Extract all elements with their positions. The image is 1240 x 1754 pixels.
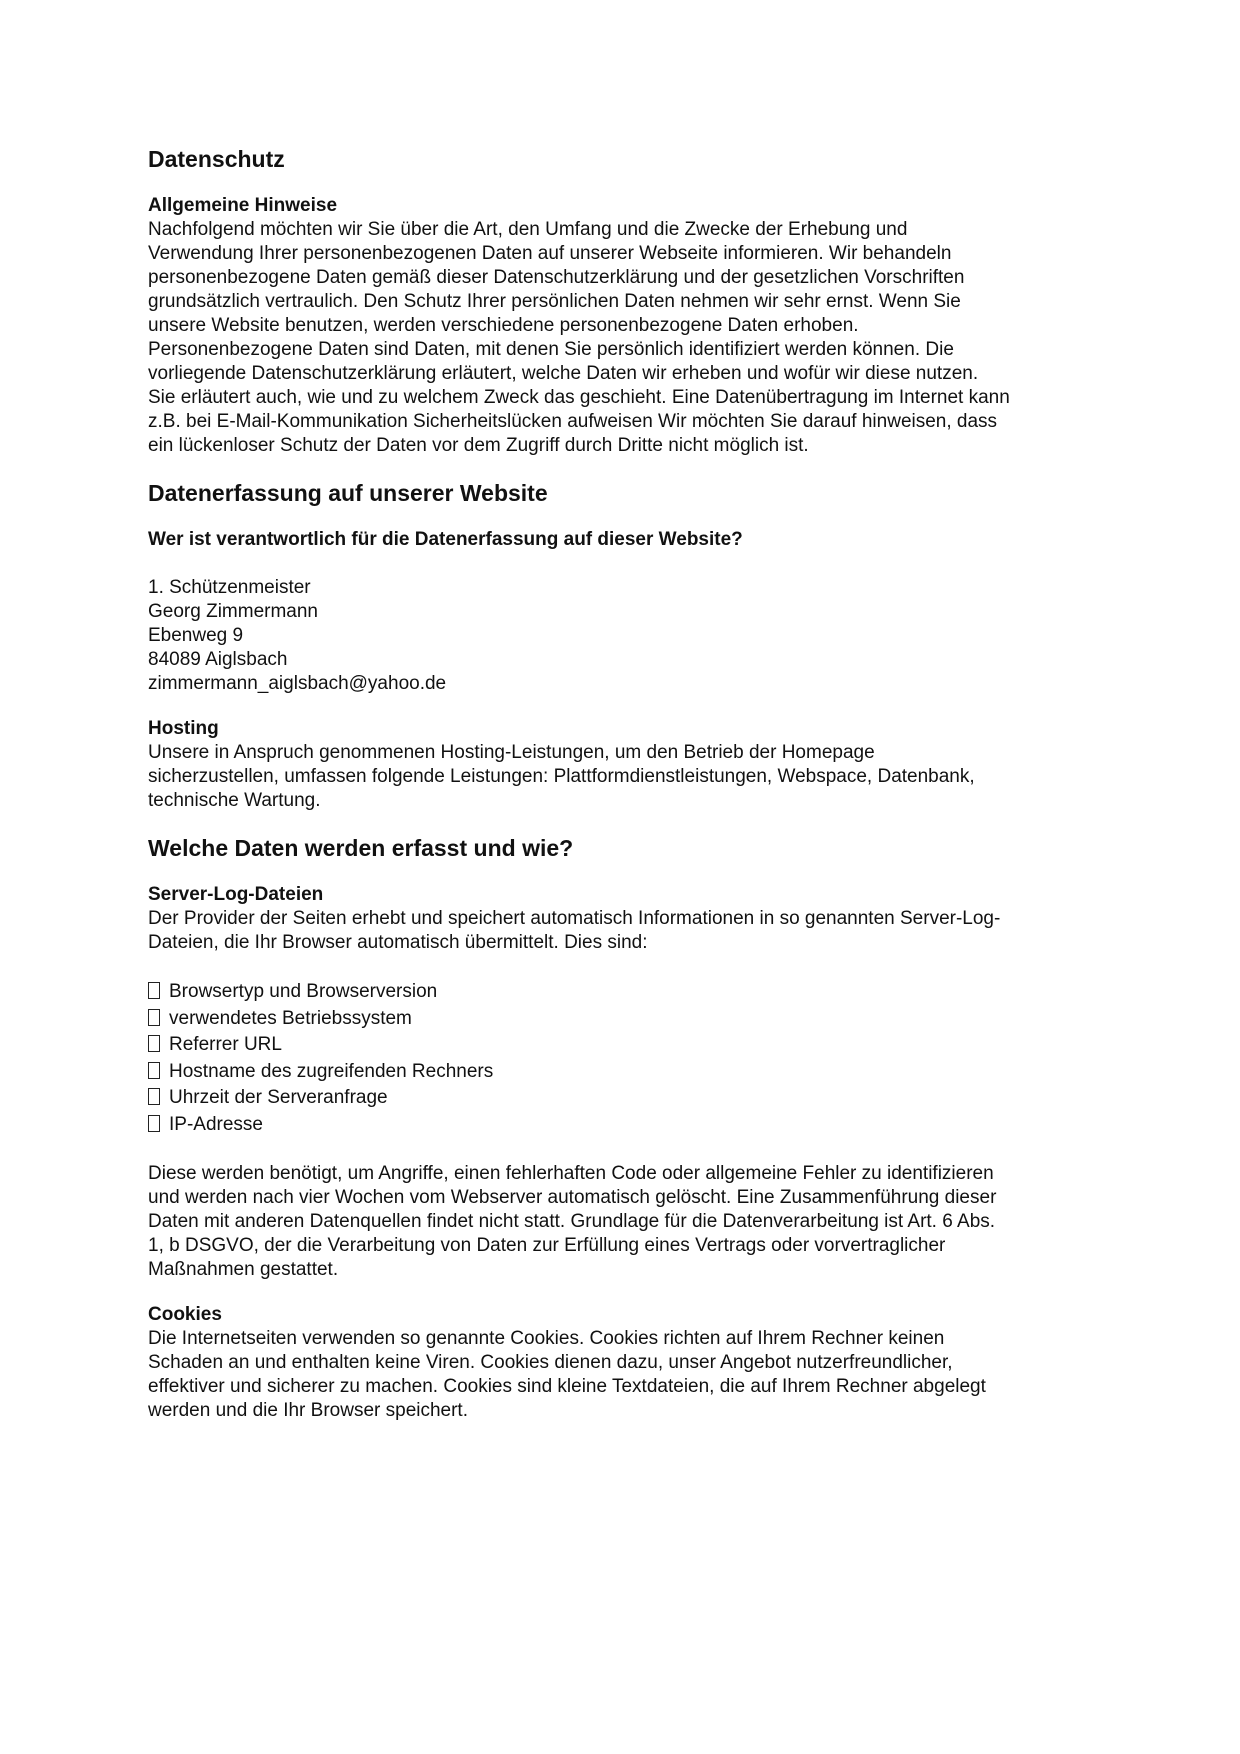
bullet-box-icon — [148, 1035, 160, 1052]
server-log-intro: Der Provider der Seiten erhebt und speichert automatisch Informationen in so genannten Server-Log- Dateien, die Ihr Browser automatisch übermittelt. Dies sind: — [148, 908, 1001, 953]
server-log-heading: Server-Log-Dateien — [148, 884, 324, 905]
hosting-text: Unsere in Anspruch genommenen Hosting-Leistungen, um den Betrieb der Homepage sicherzustellen, umfassen folgende Leistungen: Plattformdienstleistungen, Webspace, Datenbank, technische Wartung. — [148, 742, 975, 811]
contact-email: zimmermann_aiglsbach@yahoo.de — [148, 673, 447, 694]
list-item: Browsertyp und Browserversion — [148, 979, 1108, 1006]
bullet-box-icon — [148, 1062, 160, 1079]
allgemeine-hinweise-text: Nachfolgend möchten wir Sie über die Art, den Umfang und die Zwecke der Erhebung und Verwendung Ihrer personenbezogenen Daten auf unserer Webseite informieren. Wir behandeln personenbezogene Daten gemäß dieser Datenschutzerklärung und der gesetzlichen Vorschriften grundsätzlich vertraulich. Den Schutz Ihrer persönlichen Daten nehmen wir sehr ernst. Wenn Sie unsere Website benutzen, werden verschiedene personenbezogene Daten erhoben. Personenbezogene Daten sind Daten, mit denen Sie persönlich identifiziert werden können. Die vorliegende Datenschutzerklärung erläutert, welche Daten wir erheben und wofür wir diese nutzen. Sie erläutert auch, wie und zu welchem Zweck das geschieht. Eine Datenübertragung im Internet kann z.B. bei E-Mail-Kommunikation Sicherheitslücken aufweisen Wir möchten Sie darauf hinweisen, dass ein lückenloser Schutz der Daten vor dem Zugriff durch Dritte nicht möglich ist. — [148, 219, 1010, 456]
cookies-heading: Cookies — [148, 1304, 222, 1325]
section-cookies — [148, 1303, 1108, 1423]
server-log-list — [148, 979, 1108, 1138]
verantwortlich-heading: Wer ist verantwortlich für die Datenerfassung auf dieser Website? — [148, 529, 743, 550]
bullet-box-icon — [148, 1115, 160, 1132]
bullet-box-icon — [148, 982, 160, 999]
cookies-text: Die Internetseiten verwenden so genannte Cookies. Cookies richten auf Ihrem Rechner keinen Schaden an und enthalten keine Viren. Cookies dienen dazu, unser Angebot nutzerfreundlicher, effektiver und sicherer zu machen. Cookies sind kleine Textdateien, die auf Ihrem Rechner abgelegt werden und die Ihr Browser speichert. — [148, 1328, 986, 1421]
hosting-heading: Hosting — [148, 718, 219, 739]
contact-street: Ebenweg 9 — [148, 625, 244, 646]
section-hosting — [148, 717, 1108, 813]
allgemeine-hinweise-heading: Allgemeine Hinweise — [148, 195, 338, 216]
datenerfassung-title: Datenerfassung auf unserer Website — [148, 480, 548, 506]
contact-name: Georg Zimmermann — [148, 601, 318, 622]
bullet-box-icon — [148, 1009, 160, 1026]
server-log-text: Diese werden benötigt, um Angriffe, einen fehlerhaften Code oder allgemeine Fehler zu identifizieren und werden nach vier Wochen vom Webserver automatisch gelöscht. Eine Zusammenführung dieser Daten mit anderen Datenquellen findet nicht statt. Grundlage für die Datenverarbeitung ist Art. 6 Abs. 1, b DSGVO, der die Verarbeitung von Daten zur Erfüllung eines Vertrags oder vorvertraglicher Maßnahmen gestattet. — [148, 1163, 997, 1280]
section-allgemeine-hinweise — [148, 194, 1108, 458]
bullet-box-icon — [148, 1088, 160, 1105]
welche-daten-title: Welche Daten werden erfasst und wie? — [148, 835, 574, 861]
list-item: Hostname des zugreifenden Rechners — [148, 1059, 1108, 1086]
list-item: Uhrzeit der Serveranfrage — [148, 1085, 1108, 1112]
list-item: verwendetes Betriebssystem — [148, 1006, 1108, 1033]
document-page — [148, 145, 1108, 1423]
contact-role: 1. Schützenmeister — [148, 577, 311, 598]
contact-city: 84089 Aiglsbach — [148, 649, 288, 670]
section-server-log — [148, 883, 1108, 1282]
contact-block — [148, 576, 1108, 696]
page-title: Datenschutz — [148, 146, 285, 172]
list-item: IP-Adresse — [148, 1112, 1108, 1139]
list-item: Referrer URL — [148, 1032, 1108, 1059]
section-verantwortlich — [148, 528, 1108, 696]
